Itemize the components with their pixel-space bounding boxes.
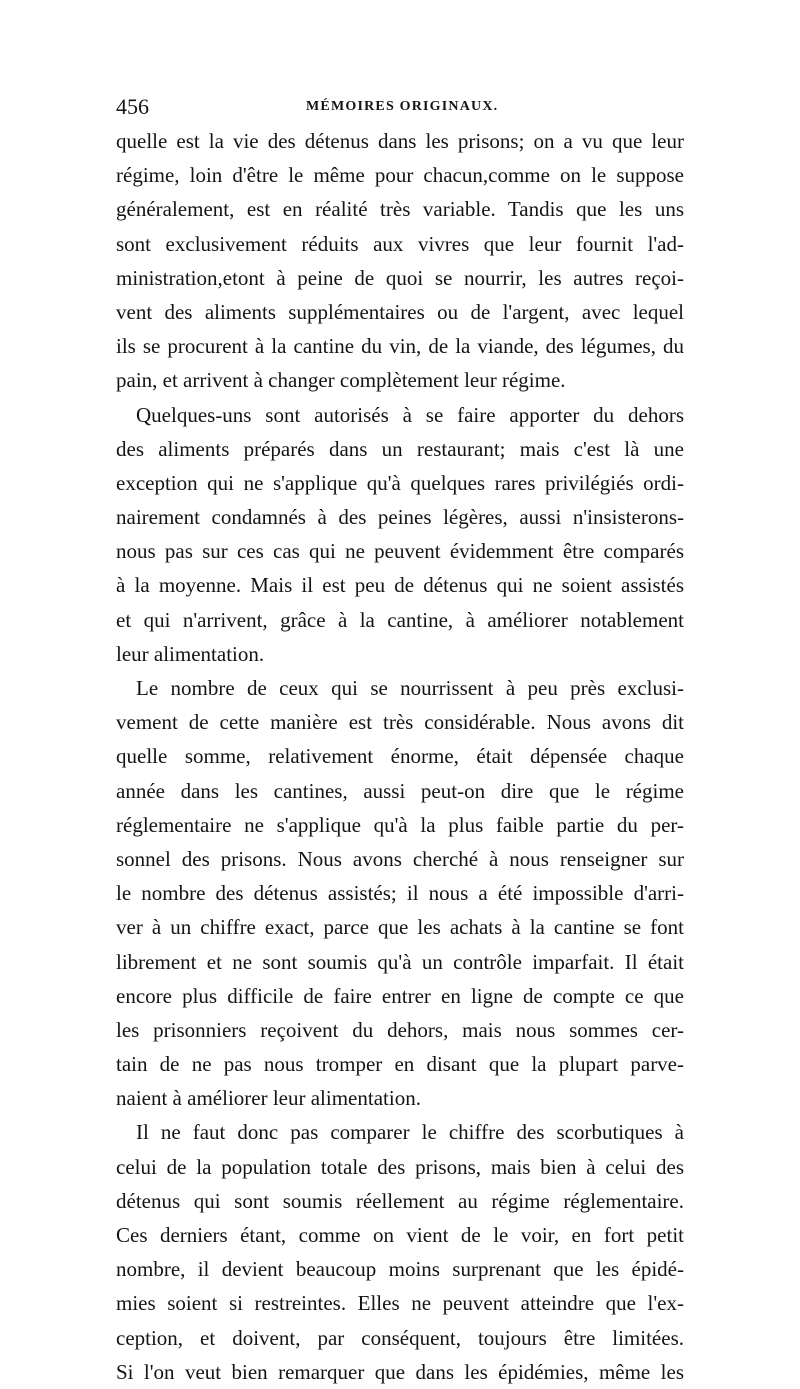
body-text	[116, 124, 684, 1389]
text-line: mies soient si restreintes. Elles ne peuvent atteindre que l'ex-	[116, 1291, 684, 1316]
paragraph	[116, 398, 684, 672]
text-line: des aliments préparés dans un restaurant; mais c'est là une	[116, 436, 684, 461]
text-line: et qui n'arrivent, grâce à la cantine, à améliorer notablement	[116, 607, 684, 632]
text-line: à la moyenne. Mais il est peu de détenus qui ne soient assistés	[116, 573, 684, 598]
text-line: quelle est la vie des détenus dans les prisons; on a vu que leur	[116, 129, 684, 153]
text-line: Ces derniers étant, comme on vient de le voir, en fort petit	[116, 1223, 684, 1247]
text-line: pain, et arrivent à changer complètement leur régime.	[116, 368, 566, 393]
text-line: nairement condamnés à des peines légères, aussi n'insisterons-	[116, 505, 684, 530]
running-head	[116, 92, 684, 122]
text-line: sont exclusivement réduits aux vivres que leur fournit l'ad-	[116, 231, 684, 256]
text-line: vent des aliments supplémentaires ou de l'argent, avec lequel	[116, 299, 684, 324]
text-line: Quelques-uns sont autorisés à se faire apporter du dehors	[136, 402, 684, 427]
paragraph	[116, 671, 684, 1115]
text-line: année dans les cantines, aussi peut-on dire que le régime	[116, 778, 684, 803]
text-line: généralement, est en réalité très variable. Tandis que les uns	[116, 197, 684, 222]
text-line: nous pas sur ces cas qui ne peuvent évidemment être comparés	[116, 539, 684, 564]
text-line: ver à un chiffre exact, parce que les achats à la cantine se font	[116, 915, 684, 940]
text-line: les prisonniers reçoivent du dehors, mais nous sommes cer-	[116, 1017, 684, 1042]
text-line: régime, loin d'être le même pour chacun,comme on le suppose	[116, 163, 684, 188]
text-line: librement et ne sont soumis qu'à un contrôle imparfait. Il était	[116, 949, 684, 974]
text-line: encore plus difficile de faire entrer en ligne de compte ce que	[116, 983, 684, 1008]
text-line: exception qui ne s'applique qu'à quelques rares privilégiés ordi-	[116, 470, 684, 495]
text-line: ception, et doivent, par conséquent, toujours être limitées.	[116, 1325, 684, 1350]
text-line: détenus qui sont soumis réellement au régime réglementaire.	[116, 1188, 684, 1213]
text-line: Il ne faut donc pas comparer le chiffre des scorbutiques à	[136, 1120, 684, 1145]
text-line: Si l'on veut bien remarquer que dans les épidémies, même les	[116, 1359, 684, 1384]
paragraph	[116, 1115, 684, 1389]
paragraph	[116, 124, 684, 398]
text-line: nombre, il devient beaucoup moins surprenant que les épidé-	[116, 1257, 684, 1282]
text-line: celui de la population totale des prisons, mais bien à celui des	[116, 1154, 684, 1179]
text-line: Le nombre de ceux qui se nourrissent à peu près exclusi-	[136, 676, 684, 700]
text-line: ministration,etont à peine de quoi se nourrir, les autres reçoi-	[116, 265, 684, 290]
text-line: vement de cette manière est très considérable. Nous avons dit	[116, 710, 684, 735]
text-line: ils se procurent à la cantine du vin, de la viande, des légumes, du	[116, 334, 684, 359]
text-line: quelle somme, relativement énorme, était dépensée chaque	[116, 744, 684, 769]
text-line: le nombre des détenus assistés; il nous a été impossible d'arri-	[116, 881, 684, 906]
text-line: tain de ne pas nous tromper en disant que la plupart parve-	[116, 1052, 684, 1077]
text-line: naient à améliorer leur alimentation.	[116, 1086, 421, 1111]
text-line: réglementaire ne s'applique qu'à la plus faible partie du per-	[116, 812, 684, 837]
text-line: leur alimentation.	[116, 641, 265, 666]
running-title: MÉMOIRES ORIGINAUX.	[306, 99, 499, 114]
text-line: sonnel des prisons. Nous avons cherché à nous renseigner sur	[116, 846, 684, 871]
page-number: 456	[116, 94, 149, 119]
